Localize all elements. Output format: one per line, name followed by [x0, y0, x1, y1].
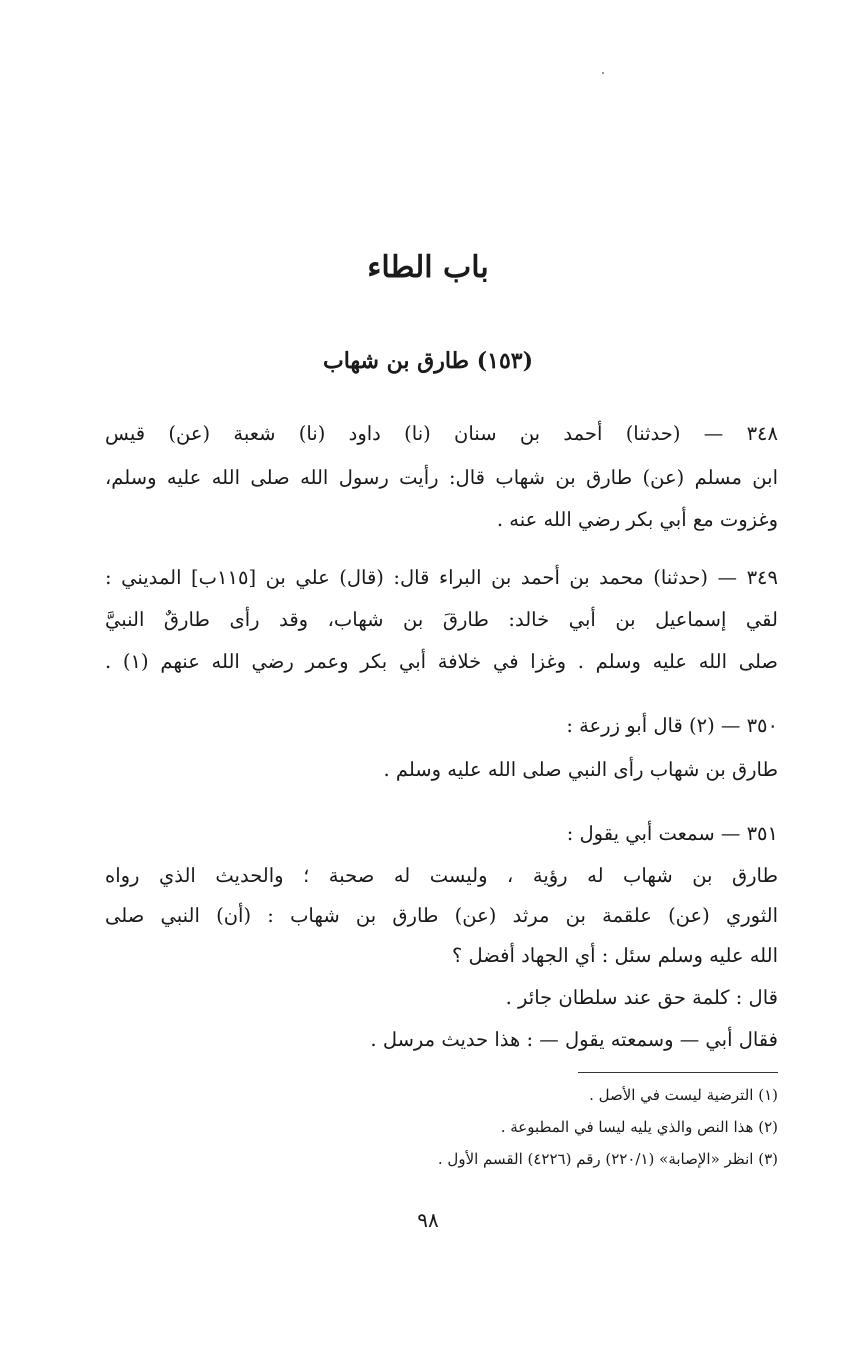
entry-348-line-2: ابن مسلم (عن) طارق بن شهاب قال: رأيت رسول الله صلى الله عليه وسلم، — [105, 466, 778, 489]
entry-348-line-3: وغزوت مع أبي بكر رضي الله عنه . — [496, 508, 778, 531]
footnote-3: (٣) انظر «الإصابة» (٢٢٠/١) رقم (٤٢٢٦) القسم الأول . — [437, 1150, 778, 1168]
entry-349-line-3: صلى الله عليه وسلم . وغزا في خلافة أبي بكر وعمر رضي الله عنهم (١) . — [105, 650, 778, 673]
footnote-1: (١) الترضية ليست في الأصل . — [589, 1086, 778, 1104]
entry-351-line-3: الثوري (عن) علقمة بن مرثد (عن) طارق بن شهاب : (أن) النبي صلى — [105, 904, 778, 927]
footnote-2: (٢) هذا النص والذي يليه ليسا في المطبوعة . — [500, 1118, 778, 1136]
section-heading: (١٥٣) طارق بن شهاب — [322, 348, 534, 374]
entry-350-line-1: ٣٥٠ — (٢) قال أبو زرعة : — [566, 714, 778, 737]
entry-351-line-6: فقال أبي — وسمعته يقول — : هذا حديث مرسل . — [370, 1028, 778, 1051]
entry-350-line-2: طارق بن شهاب رأى النبي صلى الله عليه وسلم . — [383, 758, 778, 781]
entry-349-line-1: ٣٤٩ — (حدثنا) محمد بن أحمد بن البراء قال: (قال) علي بن [١١٥ب] المديني : — [105, 566, 778, 589]
entry-348-line-1: ٣٤٨ — (حدثنا) أحمد بن سنان (نا) داود (نا) شعبة (عن) قيس — [105, 422, 778, 445]
scan-speck — [602, 72, 604, 74]
entry-351-line-1: ٣٥١ — سمعت أبي يقول : — [566, 822, 778, 845]
entry-351-line-4: الله عليه وسلم سئل : أي الجهاد أفضل ؟ — [451, 944, 778, 967]
chapter-title: باب الطاء — [367, 250, 489, 285]
entry-351-line-2: طارق بن شهاب له رؤية ، وليست له صحبة ؛ والحديث الذي رواه — [105, 864, 778, 887]
entry-349-line-2: لقي إسماعيل بن أبي خالد: طارقَ بن شهاب، وقد رأى طارقٌ النبيَّ — [105, 608, 778, 631]
entry-351-line-5: قال : كلمة حق عند سلطان جائر . — [505, 986, 778, 1009]
page-number: ٩٨ — [417, 1208, 439, 1232]
footnote-divider — [578, 1072, 778, 1073]
